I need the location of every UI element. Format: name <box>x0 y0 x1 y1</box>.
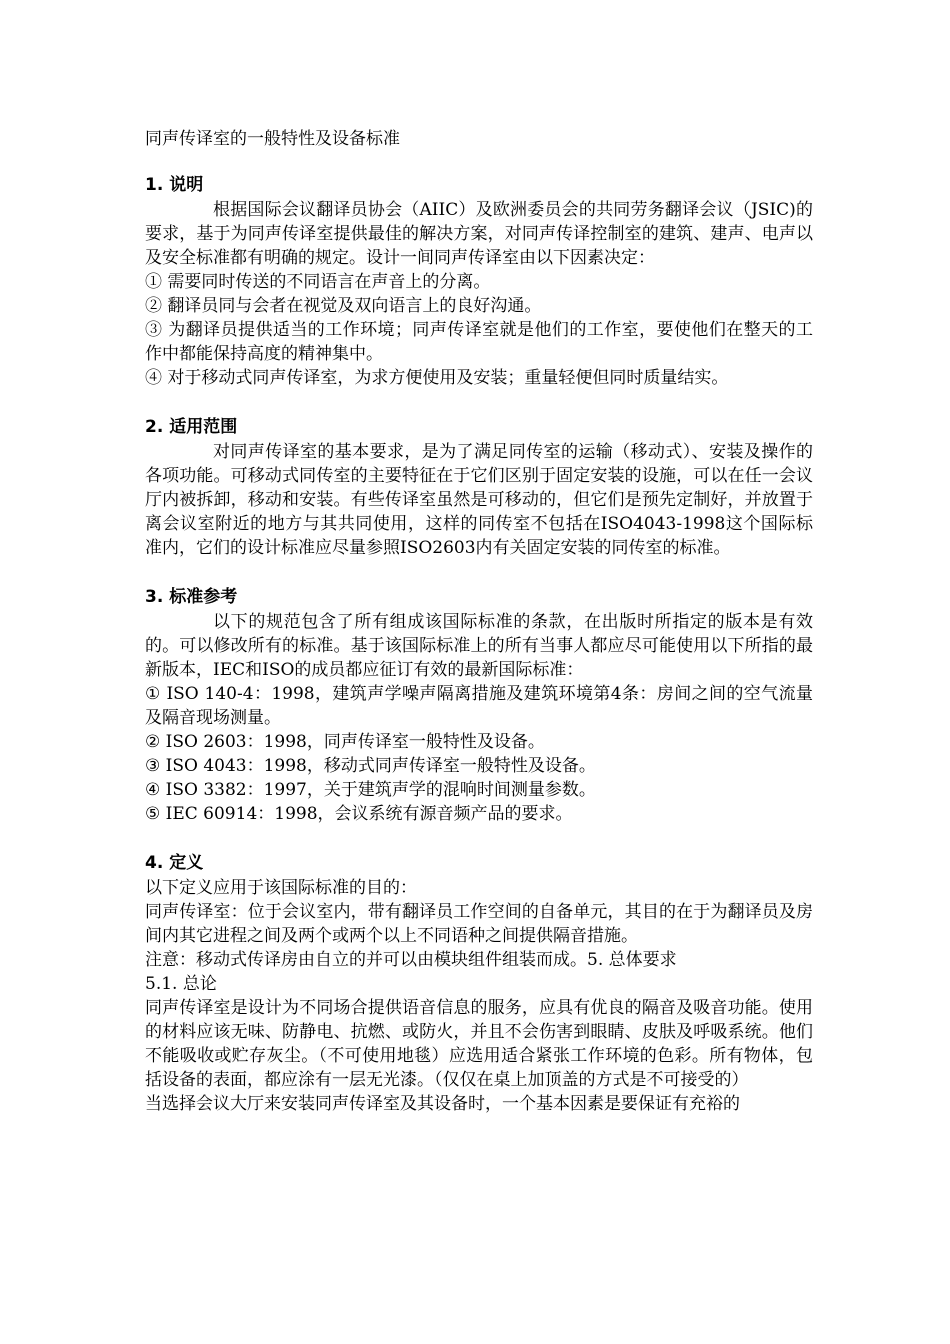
list-item: ① 需要同时传送的不同语言在声音上的分离。 <box>145 272 491 292</box>
list-item: ① ISO 140-4：1998，建筑声学噪声隔离措施及建筑环境第4条：房间之间的空气流量及隔音现场测量。 <box>145 684 813 728</box>
paragraph-line: 以下定义应用于该国际标准的目的： <box>145 878 417 898</box>
list-item: ② ISO 2603：1998，同声传译室一般特性及设备。 <box>145 732 545 752</box>
list-item: ③ 为翻译员提供适当的工作环境；同声传译室就是他们的工作室，要使他们在整天的工作中都能保持高度的精神集中。 <box>145 320 813 364</box>
paragraph-line: 注意：移动式传译房由自立的并可以由模块组件组装而成。5. 总体要求 <box>145 950 677 970</box>
subsection-heading: 5.1. 总论 <box>145 974 217 994</box>
section-scope <box>145 414 813 560</box>
section-heading: 1. 说明 <box>145 175 204 195</box>
list-item: ④ ISO 3382：1997，关于建筑声学的混响时间测量参数。 <box>145 780 596 800</box>
section-spacer <box>145 390 813 414</box>
list-item: ⑤ IEC 60914：1998，会议系统有源音频产品的要求。 <box>145 804 573 824</box>
section-paragraph: 根据国际会议翻译员协会（AIIC）及欧洲委员会的共同劳务翻译会议（JSIC)的要求，基于为同声传译室提供最佳的解决方案，对同声传译控制室的建筑、建声、电声以及安全标准都有明确的规定。设计一间同声传译室由以下因素决定： <box>145 200 813 268</box>
list-item: ③ ISO 4043：1998，移动式同声传译室一般特性及设备。 <box>145 756 596 776</box>
document-body <box>145 172 813 1116</box>
paragraph-line: 同声传译室是设计为不同场合提供语音信息的服务，应具有优良的隔音及吸音功能。使用的材料应该无味、防静电、抗燃、或防火，并且不会伤害到眼睛、皮肤及呼吸系统。他们不能吸收或贮存灰尘。（不可使用地毯）应选用适合紧张工作环境的色彩。所有物体，包括设备的表面，都应涂有一层无光漆。（仅仅在桌上加顶盖的方式是不可接受的） <box>145 998 813 1090</box>
section-paragraph: 对同声传译室的基本要求，是为了满足同传室的运输（移动式）、安装及操作的各项功能。可移动式同传室的主要特征在于它们区别于固定安装的设施，可以在任一会议厅内被拆卸，移动和安装。有些传译室虽然是可移动的，但它们是预先定制好，并放置于离会议室附近的地方与其共同使用，这样的同传室不包括在ISO4043-1998这个国际标准内，它们的设计标准应尽量参照ISO2603内有关固定安装的同传室的标准。 <box>145 442 813 558</box>
section-heading: 2. 适用范围 <box>145 417 238 437</box>
paragraph-line: 当选择会议大厅来安装同声传译室及其设备时，一个基本因素是要保证有充裕的 <box>145 1094 740 1114</box>
section-description <box>145 172 813 390</box>
list-item: ② 翻译员同与会者在视觉及双向语言上的良好沟通。 <box>145 296 542 316</box>
section-heading: 3. 标准参考 <box>145 587 238 607</box>
section-heading: 4. 定义 <box>145 853 204 873</box>
section-definitions <box>145 850 813 1116</box>
list-item: ④ 对于移动式同声传译室，为求方便使用及安装；重量轻便但同时质量结实。 <box>145 368 729 388</box>
paragraph-line: 同声传译室：位于会议室内，带有翻译员工作空间的自备单元，其目的在于为翻译员及房间内其它进程之间及两个或两个以上不同语种之间提供隔音措施。 <box>145 902 813 946</box>
section-references <box>145 584 813 826</box>
document-title: 同声传译室的一般特性及设备标准 <box>145 129 400 149</box>
section-spacer <box>145 826 813 850</box>
section-spacer <box>145 560 813 584</box>
section-paragraph: 以下的规范包含了所有组成该国际标准的条款，在出版时所指定的版本是有效的。可以修改所有的标准。基于该国际标准上的所有当事人都应尽可能使用以下所指的最新版本，IEC和ISO的成员都应征订有效的最新国际标准： <box>145 612 813 680</box>
